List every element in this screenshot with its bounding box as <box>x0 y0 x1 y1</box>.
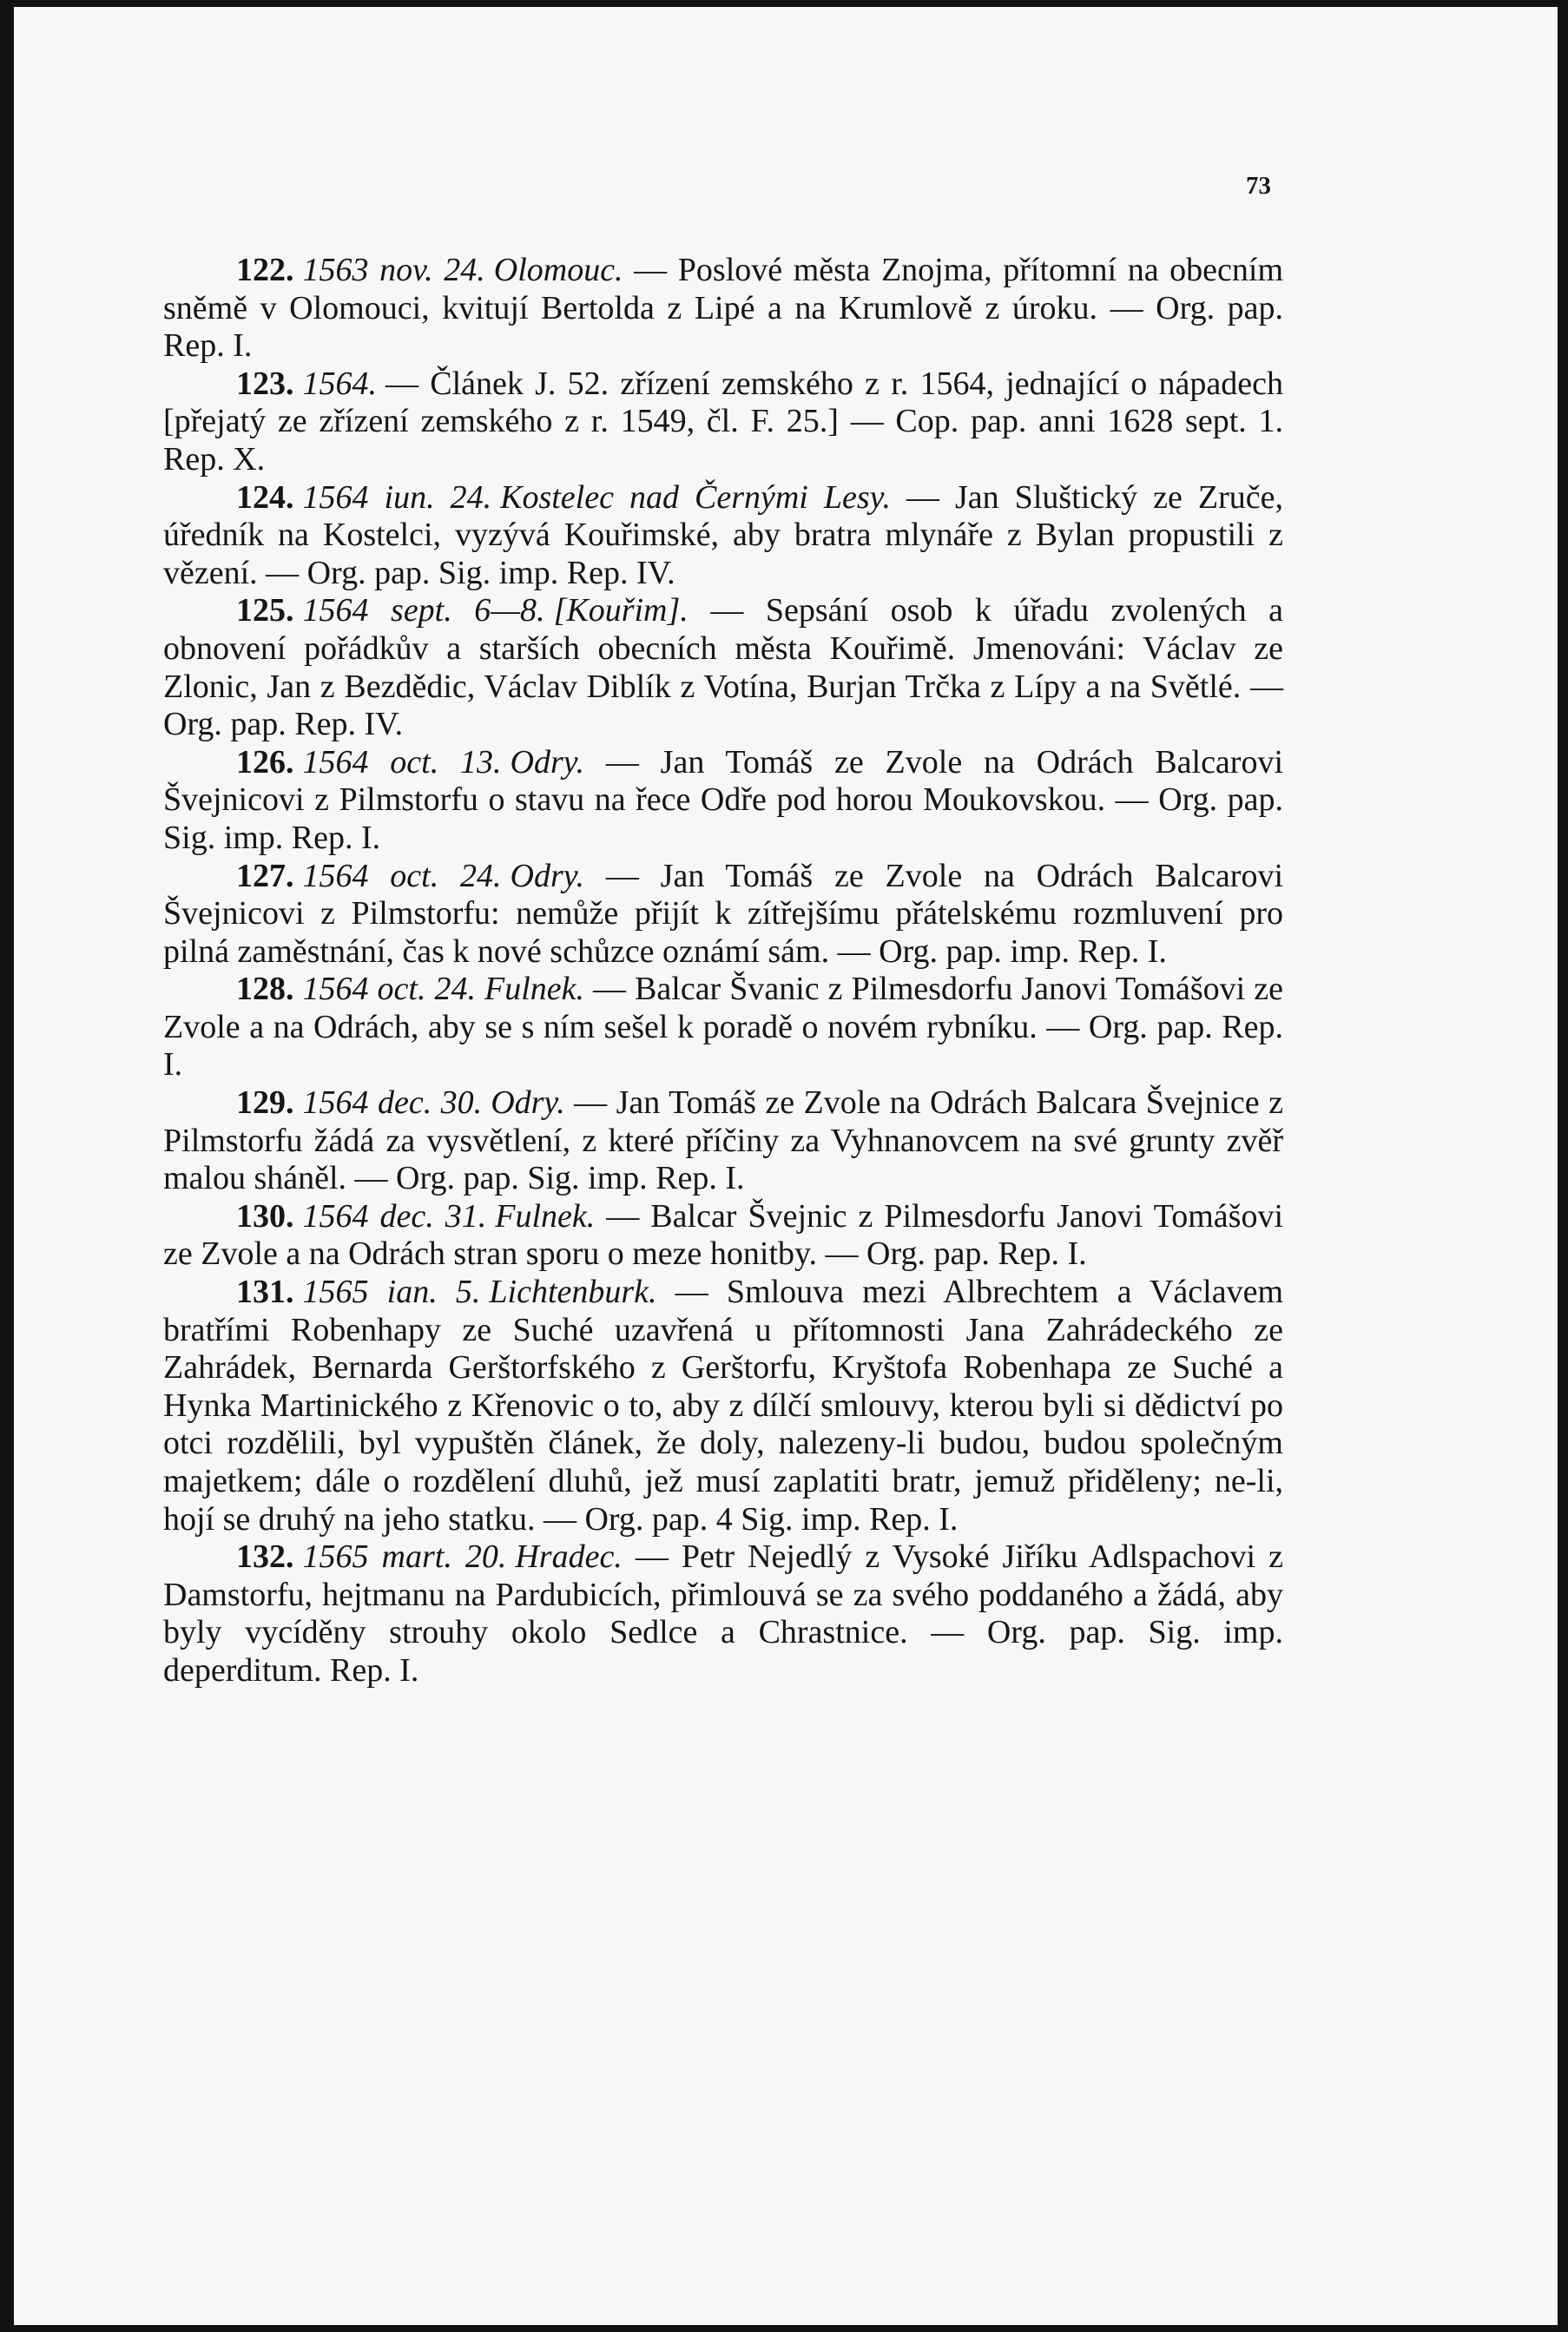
entry-place: Hradec. <box>515 1538 623 1576</box>
entry-number: 128. <box>236 971 294 1008</box>
entry-date: 1565 ian. 5. <box>302 1274 481 1311</box>
entry-place: Odry. <box>510 857 585 894</box>
entry-date: 1565 mart. 20. <box>302 1538 507 1576</box>
entry-place: [Kouřim]. <box>553 592 688 629</box>
entry-place: Fulnek. <box>484 971 584 1008</box>
entry-number: 130. <box>236 1197 294 1235</box>
entry-number: 125. <box>236 592 294 629</box>
entry-number: 129. <box>236 1084 294 1122</box>
entry-place: Odry. <box>510 743 585 781</box>
entry-text: — Petr Nejedlý z Vysoké Jiříku Adlspachovi z Damstorfu, hejtmanu na Pardubicích, přimlouvá se za svého poddaného a žádá, aby byly vycíděny strouhy okolo Sedlce a Chrastnice. — Org. pap. Sig. imp. deperditum. Rep. I. <box>163 1538 1283 1689</box>
entries-list <box>163 252 1283 1690</box>
entry-place: Olomouc. <box>493 252 623 288</box>
entry-date: 1564 iun. 24. <box>302 478 492 516</box>
entry-text: — Balcar Švanic z Pilmesdorfu Janovi Tomášovi ze Zvole a na Odrách, aby se s ním sešel k poradě o novém rybníku. — Org. pap. Rep. I. <box>163 971 1283 1084</box>
entry-text: — Balcar Švejnic z Pilmesdorfu Janovi Tomášovi ze Zvole a na Odrách stran sporu o meze honitby. — Org. pap. Rep. I. <box>163 1197 1283 1273</box>
entry-text: — Sepsání osob k úřadu zvolených a obnovení pořádkův a starších obecních města Kouřimě. Jmenováni: Václav ze Zlonic, Jan z Bezdědic, Václav Diblík z Votína, Burjan Trčka z Lípy a na Světlé. — Org. pap. Rep. IV. <box>163 592 1284 743</box>
entry-number: 124. <box>236 478 294 516</box>
entry-date: 1564 oct. 24. <box>302 857 502 894</box>
entry-text: — Jan Tomáš ze Zvole na Odrách Balcara Švejnice z Pilmstorfu žádá za vysvětlení, z které příčiny za Vyhnanovcem na své grunty zvěř malou sháněl. — Org. pap. Sig. imp. Rep. I. <box>163 1084 1283 1197</box>
entry-text: — Jan Tomáš ze Zvole na Odrách Balcarovi Švejnicovi z Pilmstorfu: nemůže přijít k zítřejšímu přátelskému rozmluvení pro pilná zaměstnání, čas k nové schůzce oznámí sám. — Org. pap. imp. Rep. I. <box>163 857 1284 970</box>
entry-122 <box>163 252 1283 366</box>
entry-number: 127. <box>236 857 294 894</box>
entry-text: — Článek J. 52. zřízení zemského z r. 1564, jednající o nápadech [přejatý ze zřízení zemského z r. 1549, čl. F. 25.] — Cop. pap. anni 1628 sept. 1. Rep. X. <box>163 365 1283 478</box>
entry-date: 1564. <box>302 365 377 402</box>
entry-number: 126. <box>236 743 294 781</box>
entry-place: Lichtenburk. <box>489 1274 657 1311</box>
entry-128 <box>163 971 1283 1084</box>
entry-date: 1564 oct. 13. <box>302 743 502 781</box>
entry-number: 131. <box>236 1274 294 1311</box>
entry-number: 123. <box>236 365 294 402</box>
entry-place: Fulnek. <box>495 1197 596 1235</box>
entry-date: 1564 dec. 31. <box>302 1197 487 1235</box>
entry-text: — Jan Sluštický ze Zruče, úředník na Kostelci, vyzývá Kouřimské, aby bratra mlynáře z Bylan propustili z vězení. — Org. pap. Sig. imp. Rep. IV. <box>163 478 1284 591</box>
entry-place: Odry. <box>491 1084 565 1122</box>
page-number: 73 <box>1246 172 1271 200</box>
entry-place: Kostelec nad Černými Lesy. <box>500 478 891 516</box>
entry-text: — Poslové města Znojma, přítomní na obecním sněmě v Olomouci, kvitují Bertolda z Lipé a na Krumlově z úroku. — Org. pap. Rep. I. <box>163 252 1284 365</box>
entry-text: — Jan Tomáš ze Zvole na Odrách Balcarovi Švejnicovi z Pilmstorfu o stavu na řece Odře pod horou Moukovskou. — Org. pap. Sig. imp. Rep. I. <box>163 743 1284 856</box>
entry-127 <box>163 858 1283 972</box>
entry-123 <box>163 366 1283 479</box>
entry-132 <box>163 1538 1283 1690</box>
entry-130 <box>163 1198 1283 1274</box>
entry-126 <box>163 744 1283 858</box>
entry-124 <box>163 479 1283 593</box>
entry-date: 1564 oct. 24. <box>302 971 476 1008</box>
entry-125 <box>163 592 1283 743</box>
entry-131 <box>163 1274 1283 1538</box>
entry-date: 1564 dec. 30. <box>302 1084 483 1122</box>
entry-date: 1564 sept. 6—8. <box>302 592 545 629</box>
entry-text: — Smlouva mezi Albrechtem a Václavem bratřími Robenhapy ze Suché uzavřená u přítomnosti Jana Zahrádeckého ze Zahrádek, Bernarda Gerštorfského z Gerštorfu, Kryštofa Robenhapa ze Suché a Hynka Martinického z Křenovic o to, aby z dílčí smlouvy, kterou byli si dědictví po otci rozdělili, byl vypuštěn článek, že doly, nalezeny-li budou, budou společným majetkem; dále o rozdělení dluhů, jež musí zaplatiti bratr, jemuž přiděleny; ne-li, hojí se druhý na jeho statku. — Org. pap. 4 Sig. imp. Rep. I. <box>163 1274 1284 1538</box>
entry-number: 122. <box>236 252 294 288</box>
entry-date: 1563 nov. 24. <box>302 252 485 288</box>
document-page <box>14 7 1558 2325</box>
entry-number: 132. <box>236 1538 294 1576</box>
entry-129 <box>163 1084 1283 1198</box>
